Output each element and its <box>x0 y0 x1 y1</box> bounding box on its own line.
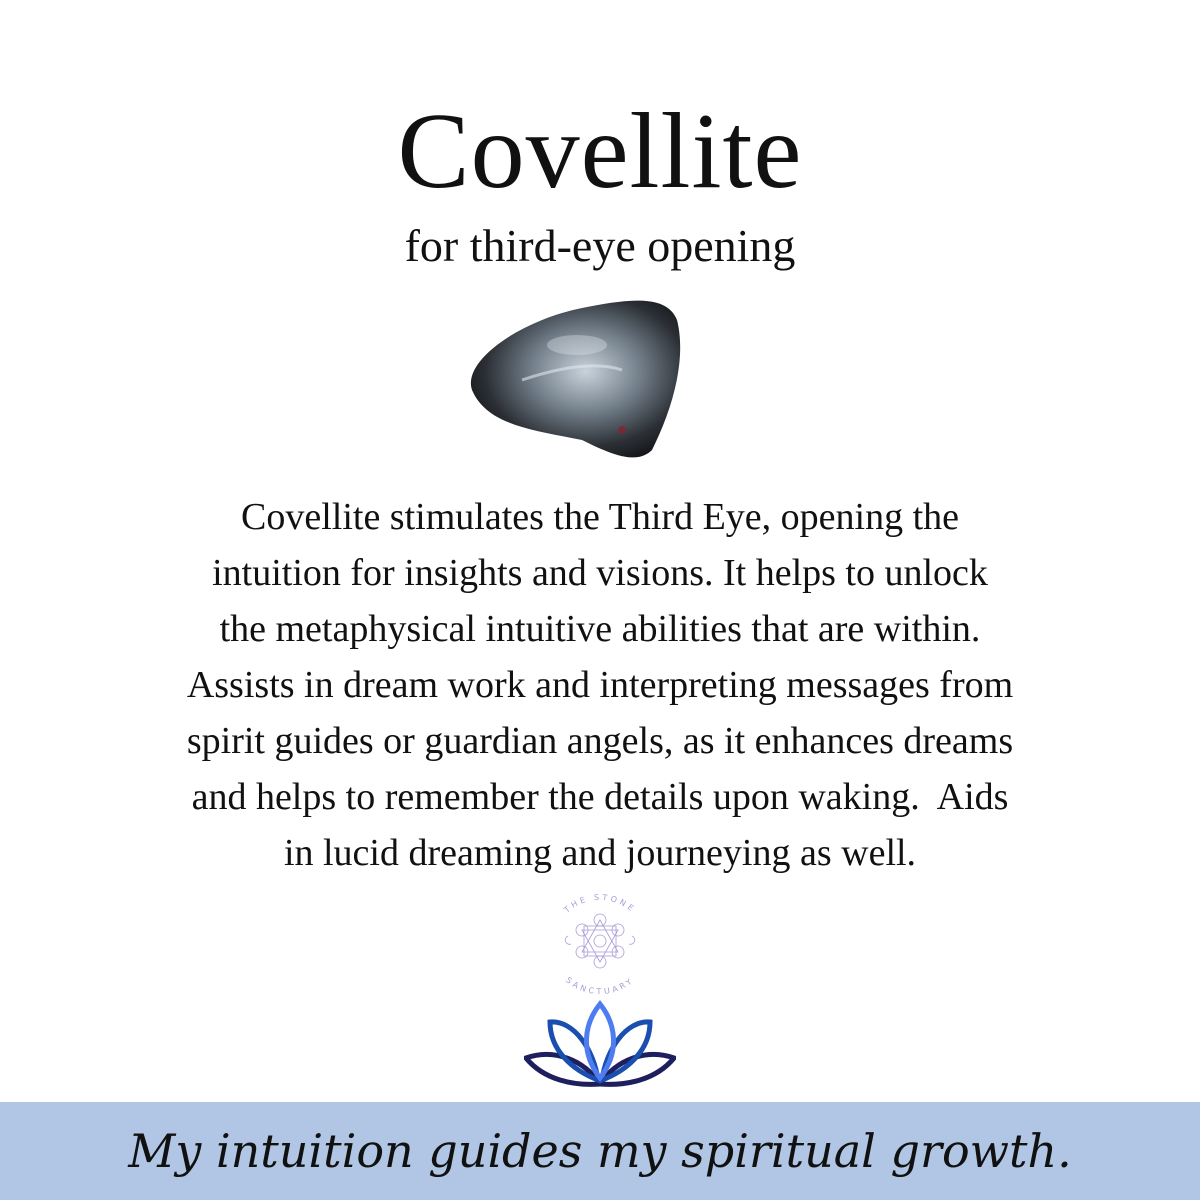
description-line: and helps to remember the details upon waking. Aids <box>191 776 1009 818</box>
stone-sanctuary-logo <box>530 890 670 1000</box>
description-line: intuition for insights and visions. It helps to unlock <box>212 552 988 594</box>
footer-motto: My intuition guides my spiritual growth. <box>128 1124 1072 1178</box>
lotus-icon <box>524 1000 676 1088</box>
page-subtitle: for third-eye opening <box>404 220 796 271</box>
svg-text:THE STONE <box>562 893 638 915</box>
description-line: Covellite stimulates the Third Eye, opening the <box>241 496 959 538</box>
page-title: Covellite <box>397 92 803 211</box>
logo-top-text: THE STONE <box>562 892 638 915</box>
description-line: spirit guides or guardian angels, as it enhances dreams <box>186 720 1014 762</box>
description-line: the metaphysical intuitive abilities that are within. <box>219 608 981 650</box>
description-line: Assists in dream work and interpreting messages from <box>186 664 1014 706</box>
logo-bottom-text: SANCTUARY <box>564 975 636 997</box>
description-line: in lucid dreaming and journeying as well. <box>283 832 917 874</box>
svg-text:SANCTUARY <box>564 975 636 996</box>
covellite-stone-image <box>462 290 684 460</box>
description <box>100 489 1100 881</box>
footer-banner <box>0 1102 1200 1200</box>
